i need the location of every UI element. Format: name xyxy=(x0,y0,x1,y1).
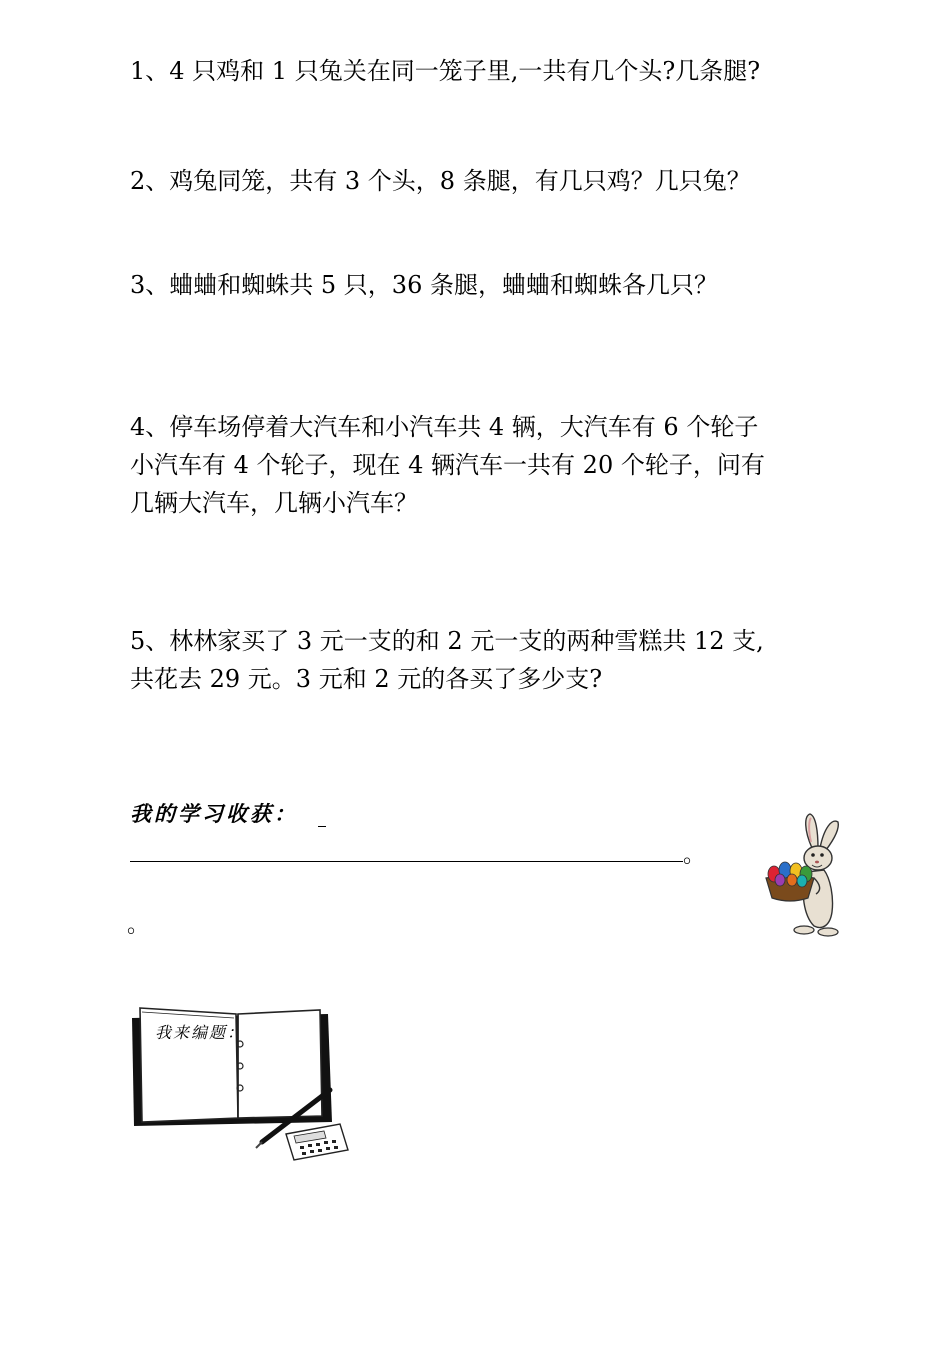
question-5-line-2: 共花去 29 元。3 元和 2 元的各买了多少支? xyxy=(130,665,603,693)
question-1-text: 1、4 只鸡和 1 只兔关在同一笼子里,一共有几个头?几条腿? xyxy=(130,57,761,85)
learning-gains-blank[interactable] xyxy=(318,826,326,827)
question-4-line-1: 4、停车场停着大汽车和小汽车共 4 辆，大汽车有 6 个轮子 xyxy=(130,413,759,441)
learning-gains-answer-line[interactable] xyxy=(130,861,683,862)
question-2 xyxy=(130,162,830,200)
question-4-line-2: 小汽车有 4 个轮子，现在 4 辆汽车一共有 20 个轮子，问有 xyxy=(130,451,765,479)
question-4-line-3: 几辆大汽车，几辆小汽车？ xyxy=(130,489,418,517)
question-5-line-1: 5、林林家买了 3 元一支的和 2 元一支的两种雪糕共 12 支, xyxy=(130,627,764,655)
question-3-text: 3、蛐蛐和蜘蛛共 5 只，36 条腿，蛐蛐和蜘蛛各几只？ xyxy=(130,271,718,299)
question-5 xyxy=(130,622,830,698)
question-4 xyxy=(130,408,830,522)
notebook-label: 我来编题： xyxy=(155,1023,246,1042)
question-2-text: 2、鸡兔同笼，共有 3 个头，8 条腿，有几只鸡？几只兔？ xyxy=(130,167,751,195)
answer-line-period: 。 xyxy=(683,843,706,868)
rabbit-with-eggs-icon xyxy=(760,812,850,940)
question-3 xyxy=(130,266,830,304)
learning-gains-label: 我的学习收获： xyxy=(130,802,298,826)
question-1 xyxy=(130,52,830,90)
second-line-period: 。 xyxy=(127,913,150,938)
